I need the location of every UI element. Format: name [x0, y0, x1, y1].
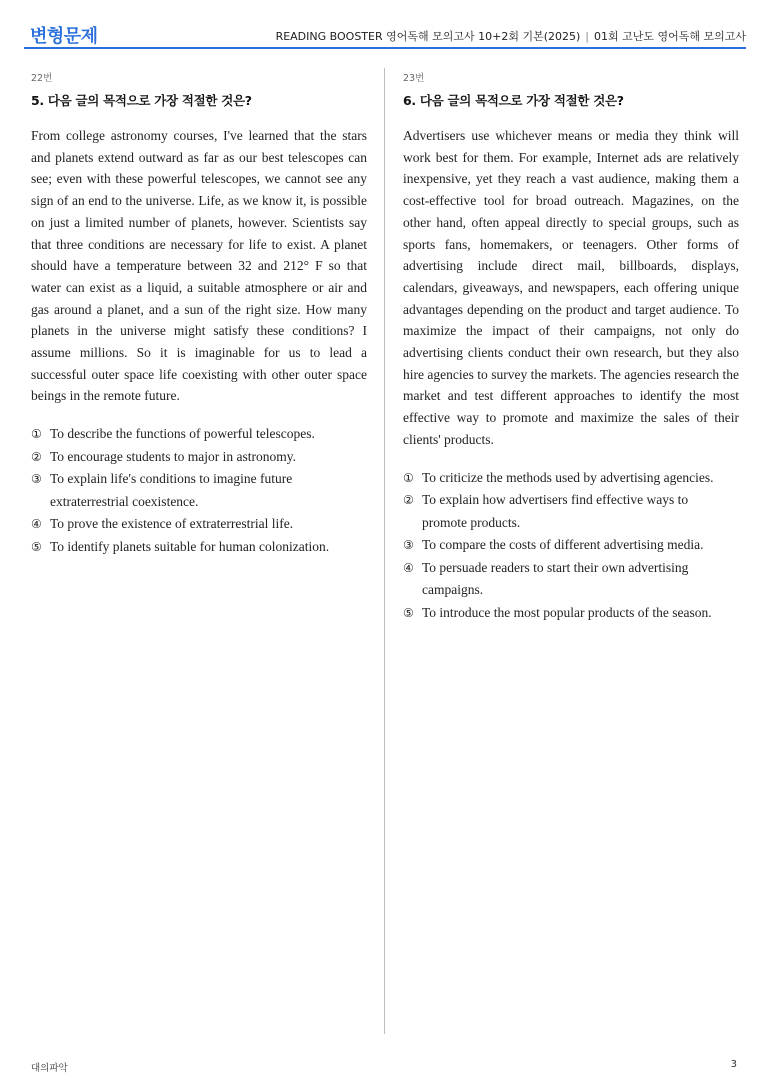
header-info: [276, 28, 746, 44]
passage-text: From college astronomy courses, I've learned that the stars and planets extend outward as far as our best telescopes can see; even with these powerful telescopes, we cannot see any sign of an end to the universe. Life, as we know it, is possible on just a limited number of planets, however. Scientists say that three conditions are necessary for life to exist. A planet should have a temperature between 32 and 212° F so that water can exist as a liquid, a suitable atmosphere or air and gas around a planet, and a sun of the right size. How many planets in the universe might satisfy these conditions? I assume millions. So it is imaginable for us to lead a successful outer space life coexisting with other outer space beings in the remote future.: [31, 128, 367, 404]
question-block-5: [31, 70, 367, 558]
question-title: 6. 다음 글의 목적으로 가장 적절한 것은?: [403, 93, 624, 108]
header-separator: |: [585, 30, 589, 43]
series-title: READING BOOSTER 영어독해 모의고사 10+2회 기본(2025): [275, 30, 581, 43]
answer-option[interactable]: [31, 468, 367, 513]
option-text: To identify planets suitable for human colonization.: [50, 538, 330, 554]
option-text: To criticize the methods used by advertising agencies.: [422, 469, 714, 485]
option-text: To describe the functions of powerful telescopes.: [50, 426, 315, 442]
option-number: ④: [31, 517, 42, 532]
question-block-6: [403, 70, 739, 624]
brand-title: 변형문제: [30, 26, 98, 47]
answer-option[interactable]: [31, 513, 367, 536]
answer-option[interactable]: [403, 534, 739, 557]
option-text: To compare the costs of different advertising media.: [422, 537, 704, 553]
question-source: 23번: [403, 73, 425, 84]
option-text: To explain how advertisers find effective ways to promote products.: [422, 492, 689, 530]
answer-option[interactable]: [403, 557, 739, 602]
exam-title: 01회 고난도 영어독해 모의고사: [594, 30, 746, 43]
option-text: To introduce the most popular products of the season.: [422, 604, 712, 620]
option-number: ④: [403, 560, 414, 575]
option-text: To persuade readers to start their own advertising campaigns.: [422, 559, 689, 598]
option-number: ③: [403, 538, 414, 553]
answer-option[interactable]: [403, 467, 739, 490]
option-number: ③: [31, 472, 42, 487]
page-header: [24, 18, 746, 50]
answer-option[interactable]: [31, 536, 367, 559]
answer-option[interactable]: [31, 423, 367, 446]
option-number: ①: [403, 470, 414, 485]
answer-options: [31, 423, 367, 558]
option-number: ②: [403, 493, 414, 508]
option-text: To prove the existence of extraterrestrial life.: [50, 516, 294, 532]
answer-option[interactable]: [403, 602, 739, 625]
column-divider: [384, 68, 385, 1034]
header-rule: [24, 47, 746, 49]
option-text: To explain life's conditions to imagine future extraterrestrial coexistence.: [50, 471, 293, 509]
question-title: 5. 다음 글의 목적으로 가장 적절한 것은?: [31, 93, 252, 108]
answer-option[interactable]: [403, 489, 739, 534]
footer-section-label: 대의파악: [31, 1063, 68, 1074]
answer-options: [403, 467, 739, 625]
answer-option[interactable]: [31, 446, 367, 469]
option-number: ⑤: [31, 539, 42, 554]
option-number: ②: [31, 449, 42, 464]
option-number: ①: [31, 427, 42, 442]
option-number: ⑤: [403, 605, 414, 620]
question-source: 22번: [31, 73, 53, 84]
option-text: To encourage students to major in astronomy.: [50, 448, 296, 464]
passage-text: Advertisers use whichever means or media they think will work best for them. For example, Internet ads are relatively inexpensive, yet they reach a vast audience, making them a cost-effective tool for broad outreach. Magazines, on the other hand, often appeal directly to special groups, such as sports fans, homemakers, or teenagers. Other forms of advertising include direct mail, billboards, displays, calendars, giveaways, and newspapers, each offering unique advantages depending on the product and target audience. To maximize the impact of their campaigns, not only do advertising clients conduct their own research, but they also hire agencies to survey the markets. The agencies research the market and test different approaches to identify the most effective way to promote and maximize the sales of their clients' products.: [403, 128, 739, 447]
page-number: 3: [730, 1059, 737, 1070]
